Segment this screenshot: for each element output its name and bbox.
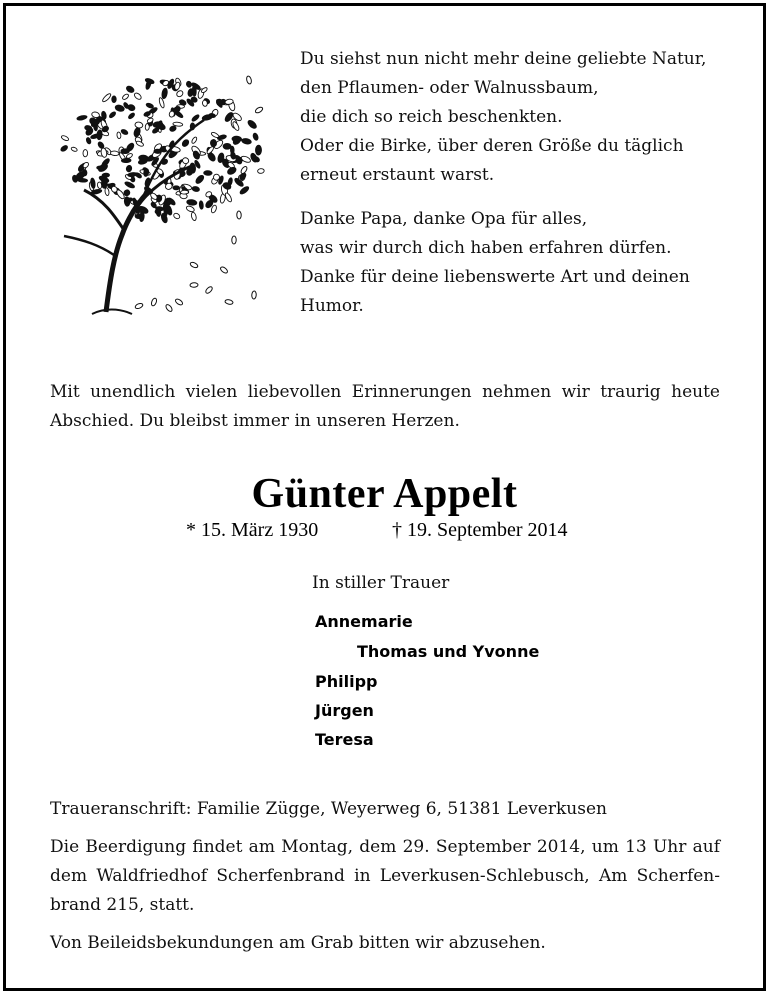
- poem-line: die dich so reich beschenkten.: [300, 107, 563, 127]
- wind-blown-tree-icon: [44, 40, 274, 320]
- poem-line: Danke Papa, danke Opa für alles,: [300, 209, 588, 229]
- deceased-name: Günter Appelt: [251, 471, 518, 517]
- family-member: Jürgen: [315, 701, 374, 720]
- funeral-info: Die Beerdigung findet am Montag, dem 29. September 2014, um 13 Uhr auf dem Waldfriedhof Scherfenbrand in Leverkusen-Schlebusch, Am Scherfen-brand 215, statt.: [50, 837, 720, 915]
- poem-line: was wir durch dich haben erfahren dürfen.: [300, 238, 672, 258]
- birth-date: * 15. März 1930: [186, 519, 319, 541]
- poem-line: Oder die Birke, über deren Größe du täglich: [300, 136, 684, 156]
- mourning-address: Traueranschrift: Familie Zügge, Weyerweg 6, 51381 Leverkusen: [50, 799, 607, 819]
- poem-line: erneut erstaunt warst.: [300, 165, 495, 185]
- intro-text: Mit unendlich vielen liebevollen Erinnerungen nehmen wir traurig heute Abschied. Du bleibst immer in unseren Herzen.: [50, 382, 720, 431]
- poem-line: Danke für deine liebenswerte Art und deinen: [300, 267, 690, 287]
- poem-line: Du siehst nun nicht mehr deine geliebte Natur,: [300, 49, 707, 69]
- poem-line: den Pflaumen- oder Walnussbaum,: [300, 78, 599, 98]
- condolence-note: Von Beileidsbekundungen am Grab bitten wir abzusehen.: [50, 933, 546, 953]
- mourning-heading: In stiller Trauer: [312, 573, 450, 593]
- family-member: Teresa: [315, 730, 374, 749]
- family-member: Thomas und Yvonne: [357, 642, 540, 661]
- family-member: Annemarie: [315, 612, 413, 631]
- poem-line: Humor.: [300, 296, 364, 316]
- poem-stanza-2: [300, 205, 740, 321]
- family-member: Philipp: [315, 672, 378, 691]
- death-date: † 19. September 2014: [392, 519, 568, 541]
- poem-stanza-1: [300, 45, 740, 190]
